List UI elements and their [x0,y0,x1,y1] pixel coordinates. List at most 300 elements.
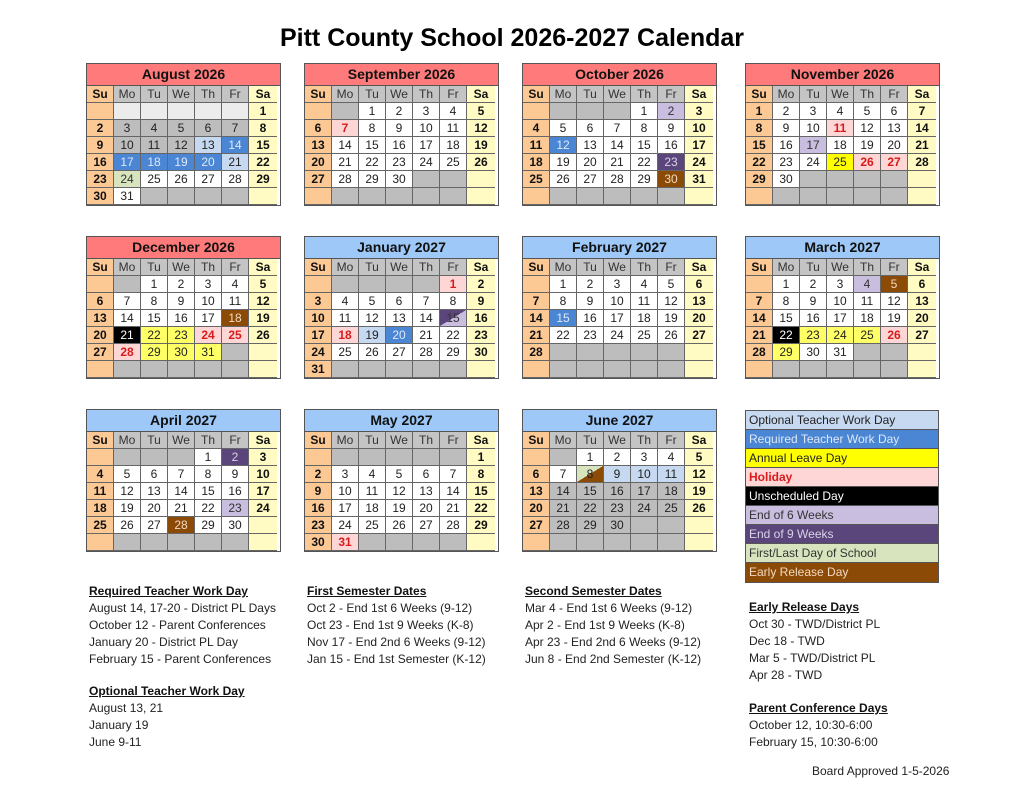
day-cell: 18 [658,483,685,500]
day-cell: 15 [467,483,495,500]
weekday-header: Tu [141,432,168,449]
weekday-header: Sa [467,259,495,276]
empty-cell [87,449,114,466]
note-line: Oct 23 - End 1st 9 Weeks (K-8) [307,618,474,632]
empty-cell [854,344,881,361]
early-release-notes [749,599,880,684]
day-cell: 6 [881,103,908,120]
day-cell: 31 [195,344,222,361]
weekday-header: Sa [249,432,277,449]
day-cell: 18 [141,154,168,171]
empty-cell [87,103,114,120]
day-cell: 2 [604,449,631,466]
empty-cell [440,361,467,378]
note-line: February 15 - Parent Conferences [89,652,272,666]
weekday-header: Tu [359,432,386,449]
day-cell: 22 [141,327,168,344]
month-calendar [522,236,717,379]
day-cell: 13 [87,310,114,327]
day-cell: 7 [332,120,359,137]
day-cell: 26 [114,517,141,534]
day-cell: 4 [631,276,658,293]
empty-cell [249,517,277,534]
day-cell: 2 [577,276,604,293]
day-cell: 14 [413,310,440,327]
day-cell: 25 [332,344,359,361]
empty-cell [685,188,713,205]
day-cell: 13 [141,483,168,500]
day-cell: 2 [773,103,800,120]
weekday-header: Mo [550,259,577,276]
day-cell: 25 [523,171,550,188]
day-cell: 23 [305,517,332,534]
day-cell: 16 [87,154,114,171]
day-cell: 6 [87,293,114,310]
empty-cell [141,449,168,466]
weekday-header: Th [854,86,881,103]
day-cell: 2 [168,276,195,293]
day-cell: 25 [359,517,386,534]
optional-twd-notes [89,683,245,751]
note-line: August 13, 21 [89,701,164,715]
day-cell: 27 [141,517,168,534]
day-cell: 17 [332,500,359,517]
notes-heading: Early Release Days [749,600,860,614]
empty-cell [577,344,604,361]
note-line: Oct 30 - TWD/District PL [749,617,881,631]
weekday-header: Th [413,432,440,449]
empty-cell [631,344,658,361]
day-cell: 16 [773,137,800,154]
note-line: October 12, 10:30-6:00 [749,718,873,732]
empty-cell [195,534,222,551]
empty-cell [332,276,359,293]
empty-cell [685,344,713,361]
day-cell: 29 [773,344,800,361]
empty-cell [440,449,467,466]
weekday-header: Tu [577,432,604,449]
day-cell: 7 [413,293,440,310]
day-cell: 20 [141,500,168,517]
note-line: Apr 23 - End 2nd 6 Weeks (9-12) [525,635,701,649]
day-cell: 14 [604,137,631,154]
day-cell: 7 [550,466,577,483]
month-calendar [304,236,499,379]
day-cell: 24 [305,344,332,361]
day-cell: 1 [195,449,222,466]
day-cell: 1 [577,449,604,466]
empty-cell [631,361,658,378]
day-cell: 8 [249,120,277,137]
day-cell: 4 [141,120,168,137]
day-cell: 16 [386,137,413,154]
day-cell: 30 [773,171,800,188]
day-cell: 18 [332,327,359,344]
month-title: September 2026 [305,64,498,86]
weekday-header: We [604,259,631,276]
day-cell: 12 [168,137,195,154]
legend-item: First/Last Day of School [746,544,938,563]
day-cell: 9 [386,120,413,137]
weekday-header: We [168,259,195,276]
day-cell: 14 [746,310,773,327]
day-cell: 3 [114,120,141,137]
day-cell: 18 [854,310,881,327]
day-cell: 28 [413,344,440,361]
day-cell: 12 [658,293,685,310]
day-cell: 9 [222,466,249,483]
empty-cell [854,361,881,378]
empty-cell [114,276,141,293]
empty-cell [359,361,386,378]
day-cell: 3 [604,276,631,293]
empty-cell [658,361,685,378]
day-cell: 26 [168,171,195,188]
notes-heading: Optional Teacher Work Day [89,684,245,698]
day-cell: 28 [523,344,550,361]
day-cell: 24 [195,327,222,344]
day-cell: 24 [827,327,854,344]
day-cell: 22 [631,154,658,171]
day-cell: 5 [854,103,881,120]
day-cell: 24 [413,154,440,171]
day-cell: 28 [440,517,467,534]
empty-cell [413,361,440,378]
empty-cell [800,171,827,188]
empty-cell [685,517,713,534]
day-cell: 29 [631,171,658,188]
day-cell: 20 [577,154,604,171]
day-cell: 21 [746,327,773,344]
day-cell: 12 [249,293,277,310]
day-cell: 3 [800,103,827,120]
weekday-header: Th [631,432,658,449]
empty-cell [168,361,195,378]
day-cell: 11 [222,293,249,310]
weekday-header: Sa [685,432,713,449]
day-cell: 20 [523,500,550,517]
second-semester-notes [525,583,701,668]
empty-cell [467,534,495,551]
day-cell: 5 [550,120,577,137]
day-cell: 9 [467,293,495,310]
color-legend [745,410,939,583]
weekday-header: We [386,259,413,276]
day-cell: 27 [195,171,222,188]
day-cell: 29 [467,517,495,534]
day-cell: 22 [440,327,467,344]
note-line: October 12 - Parent Conferences [89,618,266,632]
empty-cell [413,171,440,188]
note-line: Mar 4 - End 1st 6 Weeks (9-12) [525,601,693,615]
day-cell: 14 [550,483,577,500]
day-cell: 21 [440,500,467,517]
weekday-header: Sa [249,86,277,103]
month-title: June 2027 [523,410,716,432]
day-cell: 8 [195,466,222,483]
empty-cell [631,517,658,534]
weekday-header: Th [631,86,658,103]
weekday-header: Sa [249,259,277,276]
day-cell: 6 [195,120,222,137]
empty-cell [222,361,249,378]
day-cell: 20 [881,137,908,154]
day-cell: 29 [249,171,277,188]
day-cell: 6 [386,293,413,310]
weekday-header: Su [305,432,332,449]
empty-cell [746,188,773,205]
empty-cell [746,276,773,293]
day-cell: 28 [114,344,141,361]
day-cell: 5 [359,293,386,310]
empty-cell [577,361,604,378]
day-cell: 22 [746,154,773,171]
month-calendar [86,63,281,206]
day-cell: 16 [222,483,249,500]
day-cell: 31 [685,171,713,188]
day-cell: 1 [550,276,577,293]
day-cell: 4 [440,103,467,120]
note-line: Oct 2 - End 1st 6 Weeks (9-12) [307,601,473,615]
month-title: October 2026 [523,64,716,86]
day-cell: 9 [577,293,604,310]
weekday-header: Su [523,432,550,449]
day-cell: 29 [359,171,386,188]
day-cell: 3 [631,449,658,466]
day-cell: 5 [658,276,685,293]
day-cell: 20 [386,327,413,344]
day-cell: 21 [550,500,577,517]
month-title: November 2026 [746,64,939,86]
day-cell: 1 [746,103,773,120]
legend-item: Unscheduled Day [746,487,938,506]
day-cell: 15 [249,137,277,154]
empty-cell [168,534,195,551]
empty-cell [168,449,195,466]
empty-cell [249,534,277,551]
weekday-header: Mo [114,259,141,276]
day-cell: 19 [467,137,495,154]
day-cell: 16 [604,483,631,500]
weekday-header: Mo [332,259,359,276]
weekday-header: Tu [141,259,168,276]
day-cell: 24 [249,500,277,517]
day-cell: 6 [305,120,332,137]
day-cell: 9 [604,466,631,483]
weekday-header: Su [746,259,773,276]
day-cell: 8 [577,466,604,483]
note-line: February 15, 10:30-6:00 [749,735,878,749]
day-cell: 24 [631,500,658,517]
day-cell: 21 [332,154,359,171]
day-cell: 26 [249,327,277,344]
day-cell: 27 [523,517,550,534]
day-cell: 11 [631,293,658,310]
weekday-header: Th [195,86,222,103]
day-cell: 3 [827,276,854,293]
day-cell: 27 [685,327,713,344]
day-cell: 28 [550,517,577,534]
weekday-header: Fr [222,86,249,103]
weekday-header: Mo [773,86,800,103]
note-line: June 9-11 [89,735,142,749]
weekday-header: We [386,86,413,103]
empty-cell [359,276,386,293]
month-title: April 2027 [87,410,280,432]
day-cell: 22 [359,154,386,171]
empty-cell [550,361,577,378]
day-cell: 23 [773,154,800,171]
empty-cell [827,361,854,378]
day-cell: 15 [141,310,168,327]
day-cell: 19 [359,327,386,344]
empty-cell [523,361,550,378]
day-cell: 20 [87,327,114,344]
day-cell: 13 [386,310,413,327]
empty-cell [141,188,168,205]
empty-cell [773,361,800,378]
weekday-header: Fr [222,432,249,449]
weekday-header: Tu [800,86,827,103]
empty-cell [114,534,141,551]
day-cell: 10 [114,137,141,154]
empty-cell [249,344,277,361]
day-cell: 30 [658,171,685,188]
notes-heading: Required Teacher Work Day [89,584,248,598]
day-cell: 20 [305,154,332,171]
month-calendar [304,409,499,552]
day-cell: 24 [114,171,141,188]
day-cell: 5 [114,466,141,483]
empty-cell [386,361,413,378]
day-cell: 26 [467,154,495,171]
day-cell: 4 [222,276,249,293]
day-cell: 19 [550,154,577,171]
day-cell: 25 [854,327,881,344]
day-cell: 3 [305,293,332,310]
day-cell: 30 [386,171,413,188]
empty-cell [773,188,800,205]
day-cell: 30 [800,344,827,361]
day-cell: 29 [577,517,604,534]
day-cell: 24 [685,154,713,171]
day-cell: 5 [881,276,908,293]
empty-cell [222,534,249,551]
empty-cell [800,361,827,378]
day-cell: 12 [386,483,413,500]
day-cell: 1 [249,103,277,120]
day-cell: 6 [141,466,168,483]
day-cell: 8 [773,293,800,310]
first-semester-notes [307,583,486,668]
weekday-header: We [827,86,854,103]
day-cell: 27 [87,344,114,361]
empty-cell [881,188,908,205]
empty-cell [523,449,550,466]
empty-cell [577,103,604,120]
day-cell: 30 [168,344,195,361]
day-cell: 16 [467,310,495,327]
day-cell: 3 [685,103,713,120]
weekday-header: Su [87,259,114,276]
weekday-header: We [604,432,631,449]
day-cell: 14 [523,310,550,327]
day-cell: 10 [413,120,440,137]
day-cell: 4 [332,293,359,310]
empty-cell [523,534,550,551]
weekday-header: Th [413,86,440,103]
empty-cell [305,276,332,293]
day-cell: 30 [467,344,495,361]
month-calendar [522,409,717,552]
day-cell: 9 [773,120,800,137]
weekday-header: Sa [467,86,495,103]
empty-cell [604,361,631,378]
weekday-header: Th [413,259,440,276]
empty-cell [386,534,413,551]
day-cell: 15 [359,137,386,154]
weekday-header: Fr [881,259,908,276]
day-cell: 23 [386,154,413,171]
empty-cell [881,344,908,361]
required-twd-notes [89,583,276,668]
day-cell: 15 [195,483,222,500]
day-cell: 12 [359,310,386,327]
month-title: December 2026 [87,237,280,259]
day-cell: 17 [800,137,827,154]
day-cell: 6 [908,276,936,293]
day-cell: 2 [658,103,685,120]
day-cell: 8 [550,293,577,310]
day-cell: 25 [827,154,854,171]
day-cell: 18 [222,310,249,327]
weekday-header: Mo [550,432,577,449]
empty-cell [658,534,685,551]
weekday-header: We [386,432,413,449]
day-cell: 14 [114,310,141,327]
day-cell: 9 [658,120,685,137]
empty-cell [577,188,604,205]
weekday-header: Fr [658,86,685,103]
day-cell: 28 [746,344,773,361]
day-cell: 3 [332,466,359,483]
day-cell: 2 [467,276,495,293]
empty-cell [827,188,854,205]
notes-heading: First Semester Dates [307,584,427,598]
day-cell: 28 [332,171,359,188]
empty-cell [168,103,195,120]
day-cell: 28 [908,154,936,171]
parent-conference-notes [749,700,888,751]
note-line: Nov 17 - End 2nd 6 Weeks (9-12) [307,635,486,649]
weekday-header: Su [87,86,114,103]
day-cell: 10 [631,466,658,483]
day-cell: 23 [168,327,195,344]
empty-cell [550,449,577,466]
weekday-header: Tu [359,259,386,276]
empty-cell [440,188,467,205]
day-cell: 13 [305,137,332,154]
day-cell: 25 [141,171,168,188]
day-cell: 2 [305,466,332,483]
day-cell: 9 [87,137,114,154]
weekday-header: Tu [141,86,168,103]
weekday-header: Sa [908,259,936,276]
day-cell: 15 [773,310,800,327]
day-cell: 1 [773,276,800,293]
day-cell: 15 [440,310,467,327]
empty-cell [908,361,936,378]
